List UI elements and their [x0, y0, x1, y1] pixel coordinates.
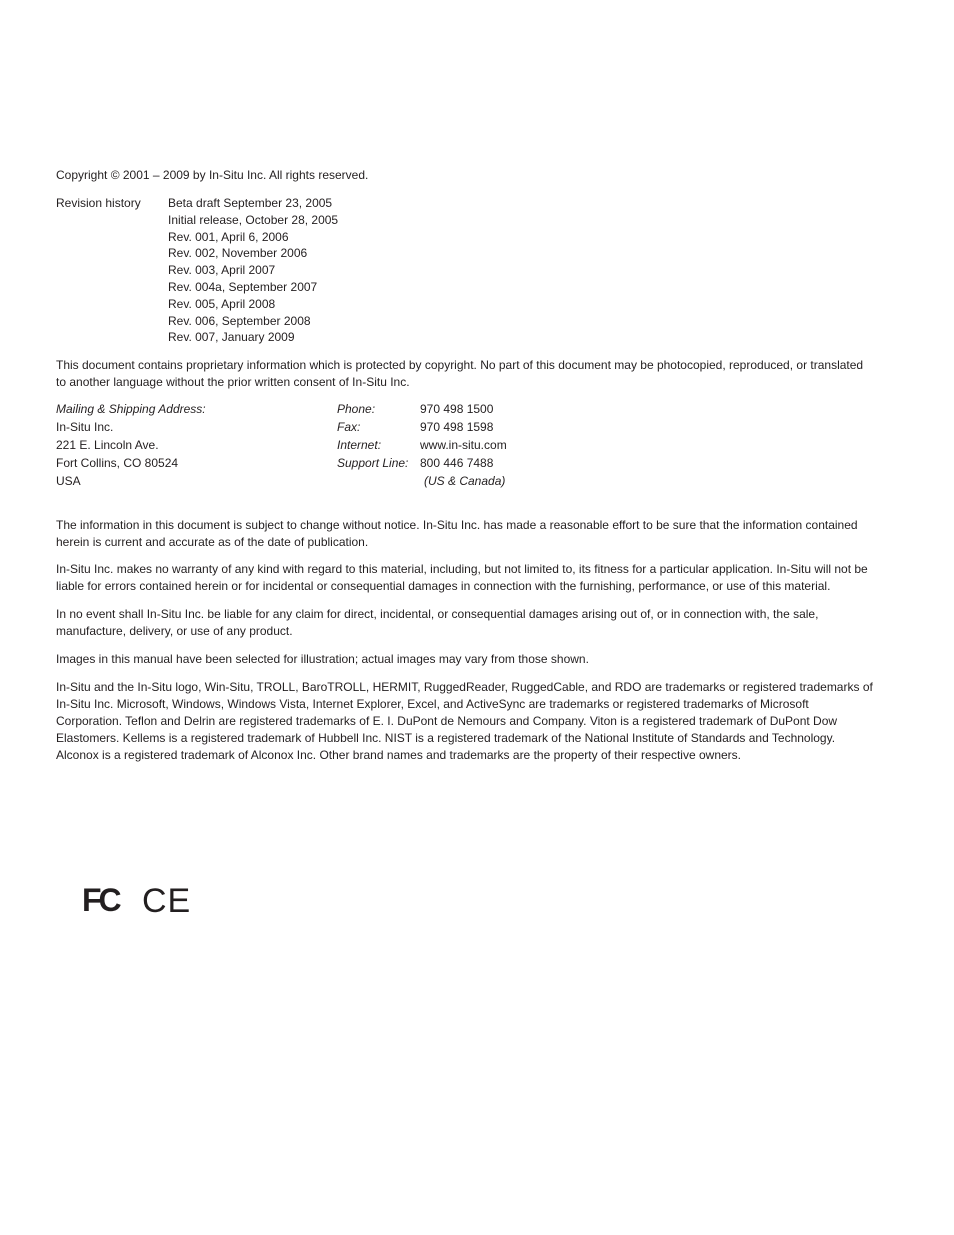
trademarks-paragraph: In-Situ and the In-Situ logo, Win-Situ, TROLL, BaroTROLL, HERMIT, RuggedReader, RuggedCable, and RDO are trademarks or registered trademarks of In-Situ Inc. Microsoft, Windows, Windows Vista, Internet Explorer, Excel, and ActiveSync are trademarks or registered trademarks of Microsoft Corporation. Teflon and Delrin are registered trademarks of E. I. DuPont de Nemours and Company. Viton is a registered trademark of DuPont Dow Elastomers. Kellems is a registered trademark of Hubbell Inc. NIST is a registered trademark of the National Institute of Standards and Technology. Alconox is a registered trademark of Alconox Inc. Other brand names and trademarks are the property of their respective owners.: [56, 680, 873, 762]
images-paragraph: Images in this manual have been selected for illustration; actual images may vary from those shown.: [56, 652, 589, 666]
liability-paragraph: In no event shall In-Situ Inc. be liable for any claim for direct, incidental, or consequential damages arising out of, or in connection with, the sale, manufacture, delivery, or use of any product.: [56, 607, 819, 638]
phone-label: Phone:: [337, 402, 376, 416]
address-line: In-Situ Inc.: [56, 420, 114, 434]
internet-value: www.in-situ.com: [420, 438, 507, 452]
revision-history-label: Revision history: [56, 196, 141, 210]
fax-value: 970 498 1598: [420, 420, 494, 434]
internet-label: Internet:: [337, 438, 382, 452]
ce-mark-text: CE: [142, 882, 192, 920]
revision-entry: Rev. 006, September 2008: [168, 313, 311, 328]
support-line-label: Support Line:: [337, 456, 409, 470]
support-line-note: (US & Canada): [424, 474, 506, 488]
address-line: Fort Collins, CO 80524: [56, 456, 179, 470]
revision-entry: Rev. 007, January 2009: [168, 330, 295, 345]
revision-entry: Rev. 002, November 2006: [168, 246, 308, 261]
proprietary-notice: This document contains proprietary information which is protected by copyright. No part of this document may be photocopied, reproduced, or translated to another language without the prior written consent of In-Situ Inc.: [56, 358, 864, 389]
revision-entry: Rev. 003, April 2007: [168, 263, 276, 278]
warranty-paragraph: In-Situ Inc. makes no warranty of any kind with regard to this material, including, but not limited to, its fitness for a particular application. In-Situ will not be liable for errors contained herein or for incidental or consequential damages in connection with the furnishing, performance, or use of this material.: [56, 562, 868, 593]
fcc-logo-icon: [82, 882, 128, 921]
copyright-notice: Copyright © 2001 – 2009 by In-Situ Inc. All rights reserved.: [56, 168, 369, 182]
compliance-logos: [82, 882, 192, 921]
address-line: USA: [56, 474, 81, 488]
revision-entry: Rev. 001, April 6, 2006: [168, 229, 289, 244]
revision-entry: Rev. 005, April 2008: [168, 296, 276, 311]
support-line-value: 800 446 7488: [420, 456, 494, 470]
address-heading: Mailing & Shipping Address:: [56, 402, 206, 416]
revision-entry: Beta draft September 23, 2005: [168, 196, 333, 210]
phone-value: 970 498 1500: [420, 402, 494, 416]
ce-mark-icon: [142, 882, 192, 921]
revision-history-list: [168, 195, 338, 346]
fax-label: Fax:: [337, 420, 361, 434]
revision-entry: Initial release, October 28, 2005: [168, 212, 339, 227]
fcc-logo-text: FC: [82, 882, 119, 918]
revision-entry: Rev. 004a, September 2007: [168, 279, 318, 294]
disclaimer-paragraph: The information in this document is subject to change without notice. In-Situ Inc. has made a reasonable effort to be sure that the information contained herein is current and accurate as of the date of publication.: [56, 518, 858, 549]
address-line: 221 E. Lincoln Ave.: [56, 438, 159, 452]
